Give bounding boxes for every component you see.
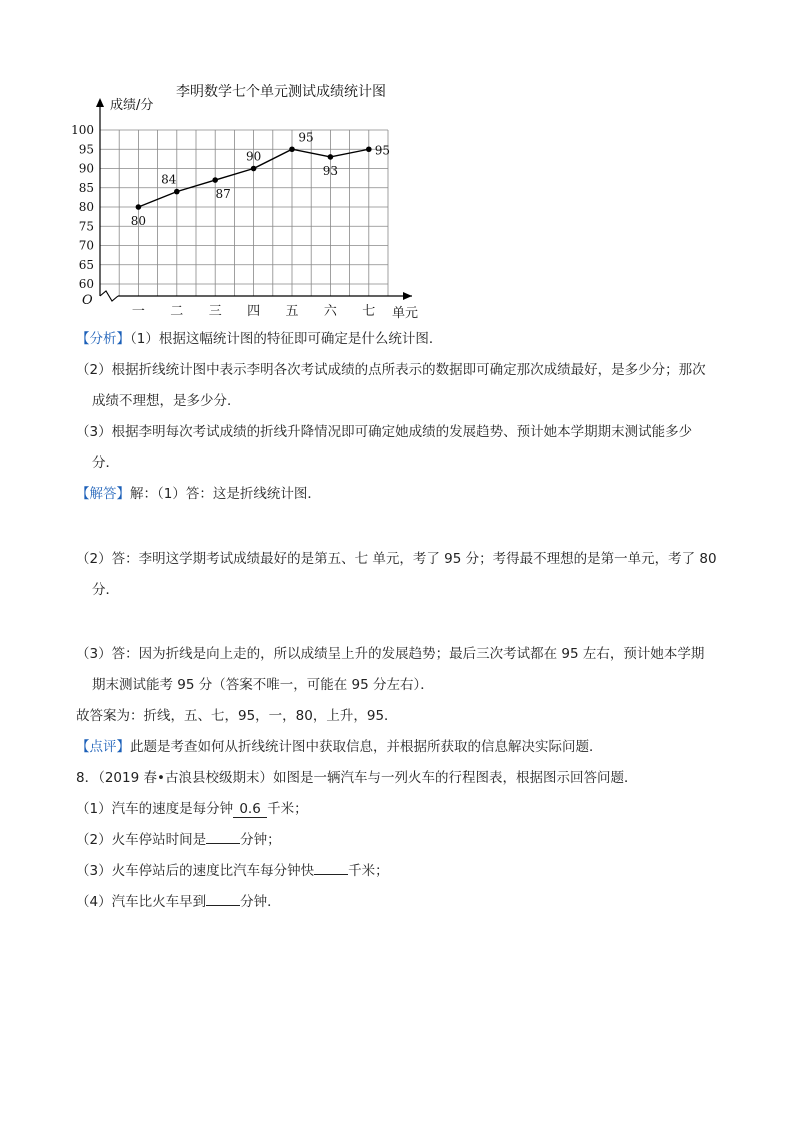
y-axis-arrow [96, 98, 104, 107]
data-label: 90 [245, 149, 262, 164]
chart-title: 李明数学七个单元测试成绩统计图 [176, 84, 386, 100]
question-8-part-4 [76, 891, 726, 913]
data-label: 95 [298, 130, 314, 145]
data-label: 93 [322, 163, 339, 178]
data-point [289, 146, 295, 152]
solution-section [76, 548, 726, 601]
analysis-text-2a: （2）根据折线统计图中表示李明各次考试成绩的点所表示的数据即可确定那次成绩最好，是多少分；那次 [76, 362, 706, 378]
data-point [212, 177, 218, 183]
analysis-text-3a: （3）根据李明每次考试成绩的折线升降情况即可确定她成绩的发展趋势、预计她本学期期末测试能多少 [76, 424, 693, 440]
y-tick-label: 60 [78, 277, 94, 291]
q4-answer-blank[interactable] [206, 905, 240, 906]
comment-tag: 【点评】 [76, 739, 130, 755]
data-label: 80 [130, 214, 147, 228]
solution-text-3b: 期末测试能考 95 分（答案不唯一，可能在 95 分左右）． [92, 677, 434, 693]
solution-line-1 [76, 483, 726, 505]
comment-line [76, 736, 726, 758]
y-tick-label: 75 [78, 219, 94, 234]
q2-answer-blank[interactable] [206, 843, 240, 844]
y-tick-label: 95 [78, 142, 94, 157]
origin-label: O [82, 293, 93, 308]
data-point [366, 146, 372, 152]
q4-unit: 分钟． [240, 894, 281, 910]
analysis-text-3b: 分． [92, 455, 119, 471]
q2-unit: 分钟； [240, 832, 281, 848]
q3-text: （3）火车停站后的速度比汽车每分钟快 [76, 863, 315, 879]
q1-text: （1）汽车的速度是每分钟 [76, 801, 234, 817]
x-tick-label: 四 [247, 304, 261, 319]
data-point [174, 189, 180, 195]
data-label: 87 [215, 187, 231, 202]
q4-text: （4）汽车比火车早到 [76, 894, 207, 910]
x-axis-label: 单元 [392, 306, 419, 321]
y-tick-label: 65 [78, 257, 94, 272]
solution-answer: 故答案为：折线，五、七，95，一，80，上升，95． [76, 708, 398, 724]
y-axis-label: 成绩/分 [110, 98, 154, 113]
solution-section-2 [76, 643, 726, 913]
q1-unit: 千米； [267, 801, 308, 817]
x-tick-labels [132, 304, 375, 319]
data-point [251, 166, 257, 172]
data-labels [131, 130, 390, 228]
y-tick-label: 100 [71, 123, 94, 137]
question-8-stem: 8．（2019 春•古浪县校级期末）如图是一辆汽车与一列火车的行程图表，根据图示回答问题． [76, 770, 638, 786]
question-8-part-2 [76, 829, 726, 851]
solution-tag: 【解答】 [76, 486, 130, 502]
analysis-section [76, 328, 726, 505]
solution-text-1: 解：（1）答：这是折线统计图． [130, 486, 321, 502]
comment-text: 此题是考查如何从折线统计图中获取信息，并根据所获取的信息解决实际问题． [130, 739, 603, 755]
q3-unit: 千米； [348, 863, 389, 879]
q1-answer-blank[interactable]: 0.6 [233, 801, 267, 818]
x-tick-label: 三 [208, 304, 222, 319]
y-tick-label: 70 [78, 238, 94, 253]
solution-text-2b: 分． [92, 582, 119, 598]
data-label: 95 [374, 143, 391, 158]
x-tick-label: 七 [362, 304, 376, 319]
line-chart [60, 72, 440, 332]
y-tick-label: 90 [78, 161, 94, 176]
chart-grid [100, 130, 391, 296]
data-point [136, 204, 142, 210]
x-tick-label: 一 [131, 304, 145, 319]
question-8-part-3 [76, 860, 726, 882]
question-8-part-1 [76, 798, 726, 820]
analysis-line-1 [76, 328, 726, 350]
y-tick-label: 80 [78, 200, 94, 214]
solution-text-2a: （2）答：李明这学期考试成绩最好的是第五、七 单元，考了 95 分；考得最不理想的是第一单元，考了 80 [76, 551, 717, 567]
solution-text-3a: （3）答：因为折线是向上走的，所以成绩呈上升的发展趋势；最后三次考试都在 95 左右，预计她本学期 [76, 646, 705, 662]
y-tick-label: 85 [78, 180, 94, 195]
data-label: 84 [161, 172, 177, 187]
x-tick-label: 六 [323, 304, 337, 319]
axis-break [100, 291, 118, 301]
x-tick-label: 五 [285, 304, 299, 319]
y-tick-labels [71, 123, 94, 291]
q2-text: （2）火车停站时间是 [76, 832, 207, 848]
x-tick-label: 二 [170, 304, 184, 319]
analysis-text-2b: 成绩不理想，是多少分． [92, 393, 241, 409]
x-axis-arrow [403, 292, 412, 300]
data-point [328, 154, 334, 160]
analysis-text-1: （1）根据这幅统计图的特征即可确定是什么统计图． [130, 331, 443, 347]
q3-answer-blank[interactable] [314, 874, 348, 875]
analysis-tag: 【分析】 [76, 331, 130, 347]
